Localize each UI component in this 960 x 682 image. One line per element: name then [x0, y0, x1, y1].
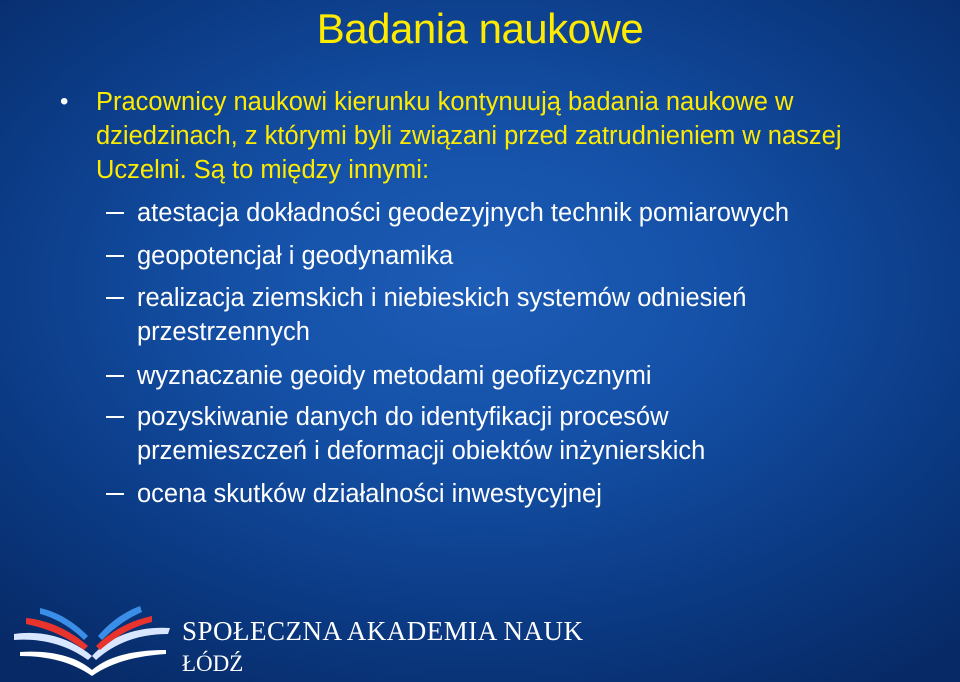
dash-icon	[106, 375, 124, 377]
dash-icon	[106, 416, 124, 418]
dash-icon	[106, 255, 124, 257]
slide-title: Badania naukowe	[316, 5, 644, 52]
book-icon	[14, 606, 170, 676]
list-item-text: atestacja dokładności geodezyjnych technik pomiarowych	[137, 199, 790, 227]
list-item	[106, 359, 916, 393]
list-item	[106, 400, 826, 468]
list-item	[106, 477, 916, 511]
main-bullet	[60, 85, 920, 187]
bullet-icon: •	[60, 88, 69, 115]
list-item	[106, 281, 846, 349]
dash-icon	[106, 493, 124, 495]
list-item	[106, 239, 916, 273]
main-bullet-text: Pracownicy naukowi kierunku kontynuują badania naukowe w dziedzinach, z którymi byli związani przed zatrudnieniem w naszej Uczelni. Są to między innymi:	[96, 88, 842, 184]
list-item-text: ocena skutków działalności inwestycyjnej	[137, 480, 602, 508]
list-item	[106, 196, 916, 230]
list-item-text: wyznaczanie geoidy metodami geofizycznymi	[137, 362, 652, 390]
dash-icon	[106, 297, 124, 299]
logo-name: SPOŁECZNA AKADEMIA NAUK	[182, 616, 584, 646]
list-item-text: pozyskiwanie danych do identyfikacji procesów przemieszczeń i deformacji obiektów inżynierskich	[137, 403, 706, 465]
dash-icon	[106, 212, 124, 214]
logo-city: ŁÓDŹ	[182, 651, 244, 676]
list-item-text: realizacja ziemskich i niebieskich systemów odniesień przestrzennych	[137, 284, 747, 346]
list-item-text: geopotencjał i geodynamika	[137, 242, 454, 270]
